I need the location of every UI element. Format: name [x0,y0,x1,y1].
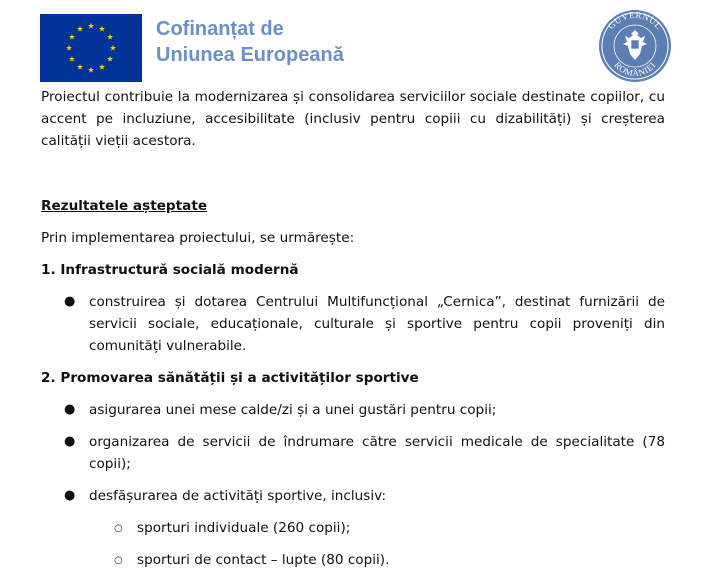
section-1-list [41,291,665,357]
sub-list-item: ○ sporturi de contact – lupte (80 copii). [41,549,665,571]
eu-flag-icon [40,14,142,82]
list-item: ● asigurarea unei mese calde/zi și a unei gustări pentru copii; [41,399,665,421]
section-2-title: 2. Promovarea sănătății și a activităților sportive [41,370,419,386]
seal-top-text: GUVERNUL [606,9,665,32]
list-item: ● construirea și dotarea Centrului Multifuncțional „Cernica”, destinat furnizării de servicii sociale, educaționale, culturale și sportive pentru copii proveniți din comunități vulnerabile. [41,291,665,357]
document-body [41,86,665,581]
romanian-government-seal-icon [597,8,673,84]
list-item: ● organizarea de servicii de îndrumare către servicii medicale de specialitate (78 copii); [41,431,665,475]
bullet-icon: ● [64,294,76,309]
circle-bullet-icon: ○ [114,555,123,566]
section-1-title: 1. Infrastructură socială modernă [41,262,299,278]
intro-paragraph: Proiectul contribuie la modernizarea și consolidarea serviciilor sociale destinate copiilor, cu accent pe incluziune, accesibilitate (inclusiv pentru copiii cu dizabilități) și creșterea calității vieții acestora. [41,89,665,149]
document-header [0,0,704,86]
bullet-icon: ● [64,402,76,417]
section-2-list [41,399,665,571]
circle-bullet-icon: ○ [114,523,123,534]
seal-bottom-text: ROMÂNIEI [612,59,658,79]
results-lead: Prin implementarea proiectului, se urmărește: [41,230,355,246]
results-heading: Rezultatele așteptate [41,198,208,214]
list-item: ● desfășurarea de activități sportive, inclusiv: ○ sporturi individuale (260 copii); ○ sporturi de contact – lupte (80 copii). [41,485,665,571]
eu-line-2: Uniunea Europeană [156,44,344,66]
bullet-icon: ● [64,488,76,503]
sub-list-item: ○ sporturi individuale (260 copii); [41,517,665,539]
sports-sublist [41,517,665,571]
eu-cofinancing-label [156,16,344,68]
bullet-icon: ● [64,434,76,449]
eu-line-1: Cofinanțat de [156,18,284,40]
